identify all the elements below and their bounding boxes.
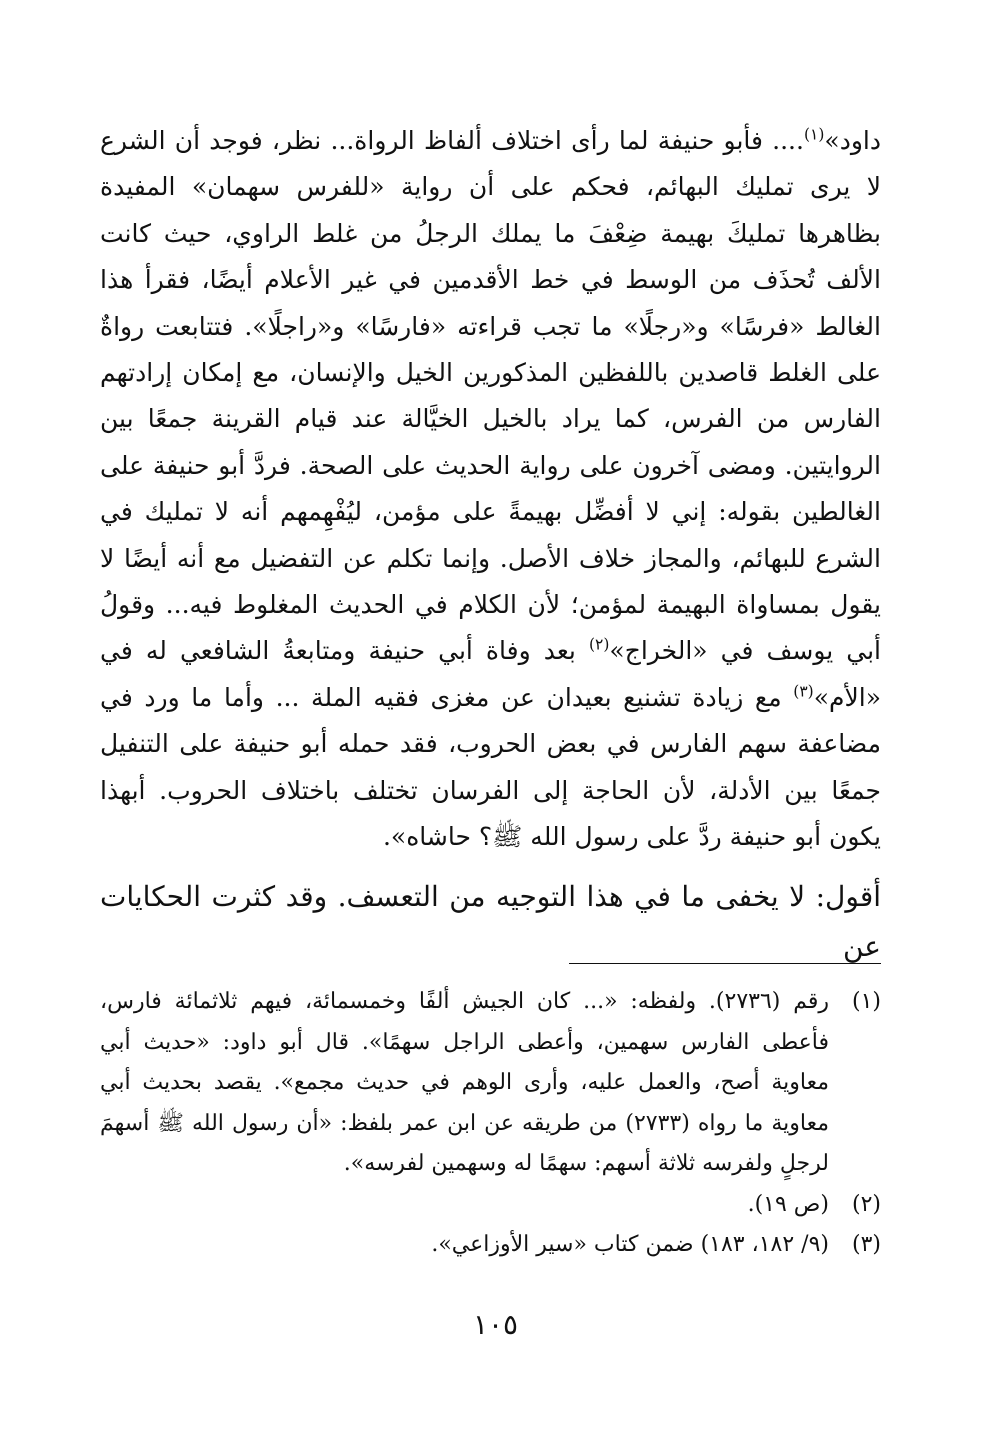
footnote-text: (٩/ ١٨٢، ١٨٣) ضمن كتاب «سير الأوزاعي». xyxy=(431,1232,829,1257)
page-number: ١٠٥ xyxy=(472,1308,519,1341)
footnote-text: رقم (٢٧٣٦). ولفظه: «... كان الجيش ألفًا وخمسمائة، فيهم ثلاثمائة فارس، فأعطى الفارس سهمين، وأعطى الراجل سهمًا». قال أبو داود: «حديث أبي معاوية أصح، والعمل عليه، وأرى الوهم في حديث مجمع». يقصد بحديث أبي معاوية ما رواه (٢٧٣٣) من طريقه عن ابن عمر بلفظ: «أن رسول الله ﷺ أسهمَ لرجلٍ ولفرسه ثلاثة أسهم: سهمًا له وسهمين لفرسه». xyxy=(100,989,829,1176)
quote-text-part2: .... فأبو حنيفة لما رأى اختلاف ألفاظ الرواة... نظر، فوجد أن الشرع لا يرى تمليك البهائم، فحكم على أن رواية «للفرس سهمان» المفيدة بظاهرها تمليكَ بهيمة ضِعْفَ ما يملك الرجلُ من غلط الراوي، حيث كانت الألف تُحذَف من الوسط في خط الأقدمين في غير الأعلام أيضًا، فقرأ هذا الغالط «فرسًا» و«رجلًا» ما تجب قراءته «فارسًا» و«راجلًا». فتتابعت رواةٌ على الغلط قاصدين باللفظين المذكورين الخيل والإنسان، مع إمكان إرادتهم الفارس من الفرس، كما يراد بالخيل الخيَّالة عند قيام القرينة جمعًا بين الروايتين. ومضى آخرون على رواية الحديث على الصحة. فردَّ أبو حنيفة على الغالطين بقوله: إني لا أفضِّل بهيمةً على مؤمن، ليُفْهِمهم أنه لا تمليك في الشرع للبهائم، والمجاز خلاف الأصل. وإنما تكلم عن التفضيل مع أنه أيضًا لا يقول بمساواة البهيمة لمؤمن؛ لأن الكلام في الحديث المغلوط فيه... وقولُ أبي يوسف في «الخراج» xyxy=(100,126,882,666)
footnote-2 xyxy=(100,1185,881,1226)
quote-text-part4: مع زيادة تشنيع بعيدان عن مغزى فقيه الملة ... وأما ما ورد في مضاعفة سهم الفارس في بعض الحروب، فقد حمله أبو حنيفة على التنفيل جمعًا بين الأدلة، لأن الحاجة إلى الفرسان تختلف باختلاف الحروب. أبهذا يكون أبو حنيفة ردَّ على رسول الله ﷺ؟ حاشاه». xyxy=(100,682,881,852)
main-paragraph: أقول: لا يخفى ما في هذا التوجيه من التعسف. وقد كثرت الحكايات عن xyxy=(100,880,881,963)
footnotes-section xyxy=(100,982,881,1266)
quoted-paragraph xyxy=(100,118,881,861)
quote-text-part1: داود» xyxy=(824,126,881,155)
footnote-3 xyxy=(100,1225,881,1266)
footnote-number: (١) xyxy=(851,989,881,1014)
footnote-ref-1[interactable]: (١) xyxy=(803,125,825,144)
main-passage xyxy=(100,872,881,972)
footnote-number: (٢) xyxy=(851,1191,881,1217)
footnote-ref-2[interactable]: (٢) xyxy=(588,636,610,655)
quoted-passage xyxy=(100,118,881,861)
footnote-number: (٣) xyxy=(851,1232,881,1257)
footnote-divider xyxy=(569,963,881,964)
footnote-1 xyxy=(100,982,881,1185)
footnote-text: (ص ١٩). xyxy=(747,1191,829,1217)
footnote-ref-3[interactable]: (٣) xyxy=(793,682,814,701)
quote-text-part3: بعد وفاة أبي حنيفة ومتابعةُ الشافعي له في «الأم» xyxy=(100,636,881,712)
